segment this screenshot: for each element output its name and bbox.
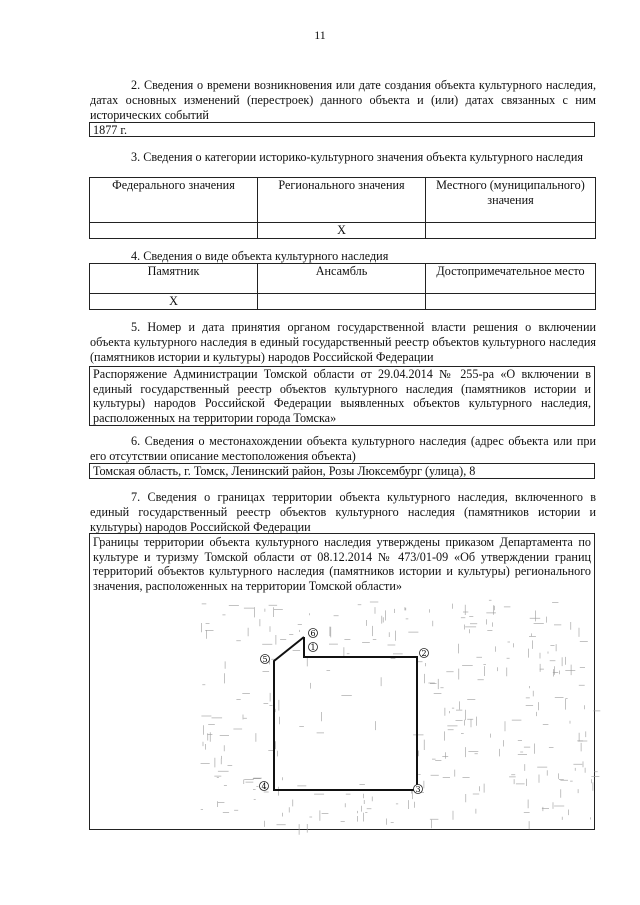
category-local-header: Местного (муниципального) значения — [426, 178, 596, 223]
map-point-3-label: 3 — [415, 785, 421, 794]
section-7-heading: 7. Сведения о границах территории объекта культурного наследия, включенного в единый государственный реестр объектов культурного наследия (памятников истории и культуры) народов Российской Федерации — [90, 490, 596, 534]
map-point-1 — [309, 643, 318, 653]
map-point-4-label: 4 — [261, 782, 267, 791]
map-background-texture — [201, 600, 601, 835]
type-monument-header: Памятник — [90, 264, 258, 294]
map-point-5 — [261, 655, 270, 665]
category-federal-header: Федерального значения — [90, 178, 258, 223]
category-regional-header: Регионального значения — [258, 178, 426, 223]
map-point-1-label: 1 — [310, 643, 316, 652]
section-5-heading: 5. Номер и дата принятия органом государственной власти решения о включении объекта культурного наследия в единый государственный реестр объектов культурного наследия (памятников истории и культуры) народов Российской Федерации — [90, 320, 596, 364]
map-point-6-label: 6 — [310, 629, 316, 638]
section-2-value: 1877 г. — [89, 122, 595, 137]
map-boundary-polygon — [274, 637, 417, 790]
map-point-2 — [420, 649, 429, 659]
section-6-value: Томская область, г. Томск, Ленинский район, Розы Люксембург (улица), 8 — [89, 463, 595, 479]
section-3-heading: 3. Сведения о категории историко-культурного значения объекта культурного наследия — [131, 150, 583, 164]
section-4-heading: 4. Сведения о виде объекта культурного наследия — [131, 249, 389, 263]
type-landmark-header: Достопримечательное место — [426, 264, 596, 294]
page-number: 11 — [314, 28, 326, 42]
type-monument-mark: Х — [90, 294, 258, 310]
category-regional-mark: Х — [258, 223, 426, 239]
section-5-value: Распоряжение Администрации Томской области от 29.04.2014 № 255-ра «О включении в единый государственный реестр объектов культурного наследия (памятников истории и культуры) народов Российской Федерации выявленных объектов культурного наследия, расположенных на территории города Томска» — [89, 366, 595, 426]
map-point-4 — [260, 782, 269, 792]
section-6-heading: 6. Сведения о местонахождении объекта культурного наследия (адрес объекта или при его отсутствии описание местоположения объекта) — [90, 434, 596, 463]
map-point-5-label: 5 — [262, 655, 268, 664]
map-point-3 — [414, 785, 423, 795]
map-point-2-label: 2 — [421, 649, 427, 658]
section-7-value: Границы территории объекта культурного наследия утверждены приказом Департамента по культуре и туризму Томской области от 08.12.2014 № 473/01-09 «Об утверждении границ территорий объектов культурного наследия (памятников истории и культуры) регионального значения, расположенных на территории Томской области» — [93, 535, 591, 593]
section-2-heading: 2. Сведения о времени возникновения или дате создания объекта культурного наследия, датах основных изменений (перестроек) данного объекта и (или) датах связанных с ним исторических событий — [90, 78, 596, 122]
type-ensemble-header: Ансамбль — [258, 264, 426, 294]
map-point-6 — [309, 629, 318, 639]
